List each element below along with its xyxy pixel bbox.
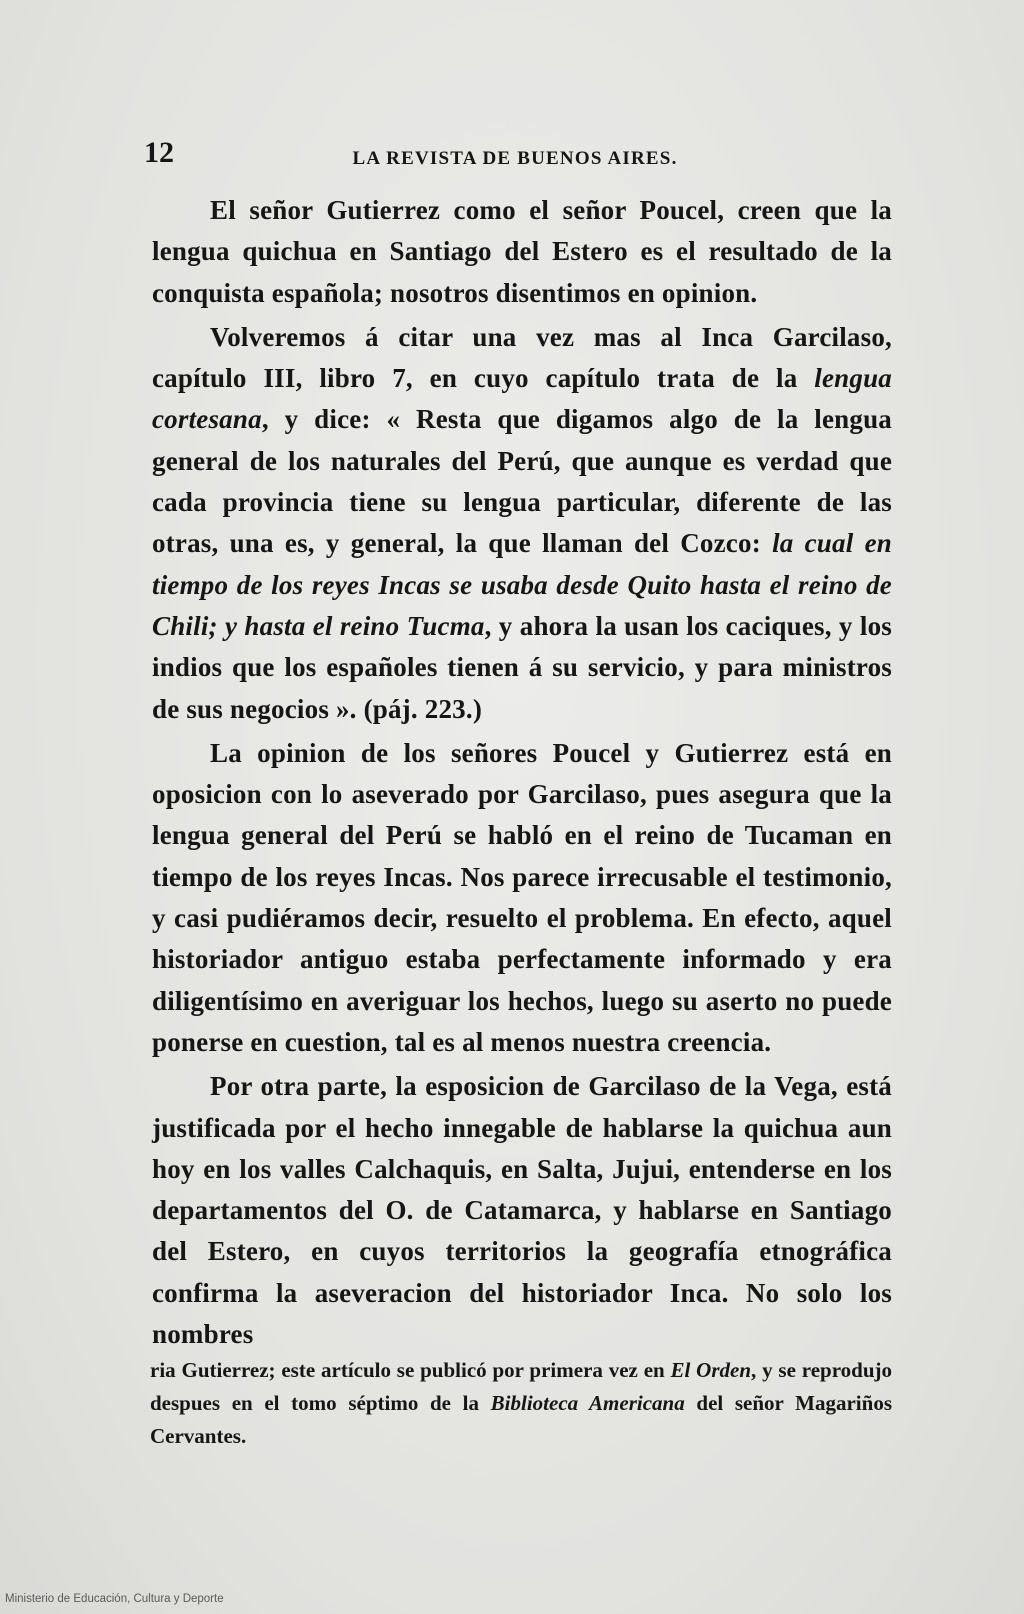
- paragraph-3: La opinion de los señores Poucel y Gutierrez está en oposicion con lo aseverado por Garcilaso, pues asegura que la lengua general del Perú se habló en el reino de Tucaman en tiempo de los reyes Incas. Nos parece irrecusable el testimonio, y casi pudiéramos decir, resuelto el problema. En efecto, aquel historiador antiguo estaba perfectamente informado y era diligentísimo en averiguar los hechos, luego su aserto no puede ponerse en cuestion, tal es al menos nuestra creencia.: [152, 737, 892, 1057]
- library-credit: Ministerio de Educación, Cultura y Deporte: [5, 1593, 224, 1605]
- footnote-italic-biblioteca: Biblioteca Americana: [490, 1391, 685, 1415]
- body-text: [152, 190, 892, 1358]
- page-header: [140, 136, 890, 176]
- footnote: [150, 1354, 892, 1453]
- footnote-text-e: del señor Magariños Cervantes.: [150, 1391, 892, 1448]
- p2-text-c: , y dice: « Resta que digamos algo de la lengua general de los naturales del Perú, que aunque es verdad que cada provincia tiene su lengua particular, diferente de las otras, una es, y general, la que llaman del Cozco:: [152, 404, 892, 559]
- p2-text-e: , y ahora la usan los caciques, y los indios que los españoles tienen á su servicio, y para ministros de sus negocios ». (páj. 223.): [152, 610, 892, 724]
- running-title: LA REVISTA DE BUENOS AIRES.: [352, 148, 678, 169]
- paragraph-2: [152, 317, 892, 730]
- footnote-text: [150, 1354, 892, 1453]
- p2-text-a: Volveremos á citar una vez mas al Inca Garcilaso, capítulo III, libro 7, en cuyo capítulo trata de la: [152, 321, 892, 394]
- paragraph-1: El señor Gutierrez como el señor Poucel, creen que la lengua quichua en Santiago del Estero es el resultado de la conquista española; nosotros disentimos en opinion.: [152, 195, 892, 308]
- paragraph-4: Por otra parte, la esposicion de Garcilaso de la Vega, está justificada por el hecho innegable de hablarse la quichua aun hoy en los valles Calchaquis, en Salta, Jujui, entenderse en los departamentos del O. de Catamarca, y hablarse en Santiago del Estero, en cuyos territorios la geografía etnográfica confirma la aseveracion del historiador Inca. No solo los nombres: [152, 1071, 892, 1350]
- p2-italic-lengua-cortesana: lengua cortesana: [152, 363, 892, 435]
- footnote-text-c: , y se reprodujo despues en el tomo séptimo de la: [150, 1358, 892, 1415]
- footnote-text-a: ria Gutierrez; este artículo se publicó por primera vez en: [150, 1358, 671, 1382]
- page-number: 12: [144, 136, 174, 169]
- p2-italic-quote: la cual en tiempo de los reyes Incas se usaba desde Quito hasta el reino de Chili; y hasta el reino Tucma: [152, 528, 892, 641]
- footnote-italic-el-orden: El Orden: [670, 1358, 752, 1382]
